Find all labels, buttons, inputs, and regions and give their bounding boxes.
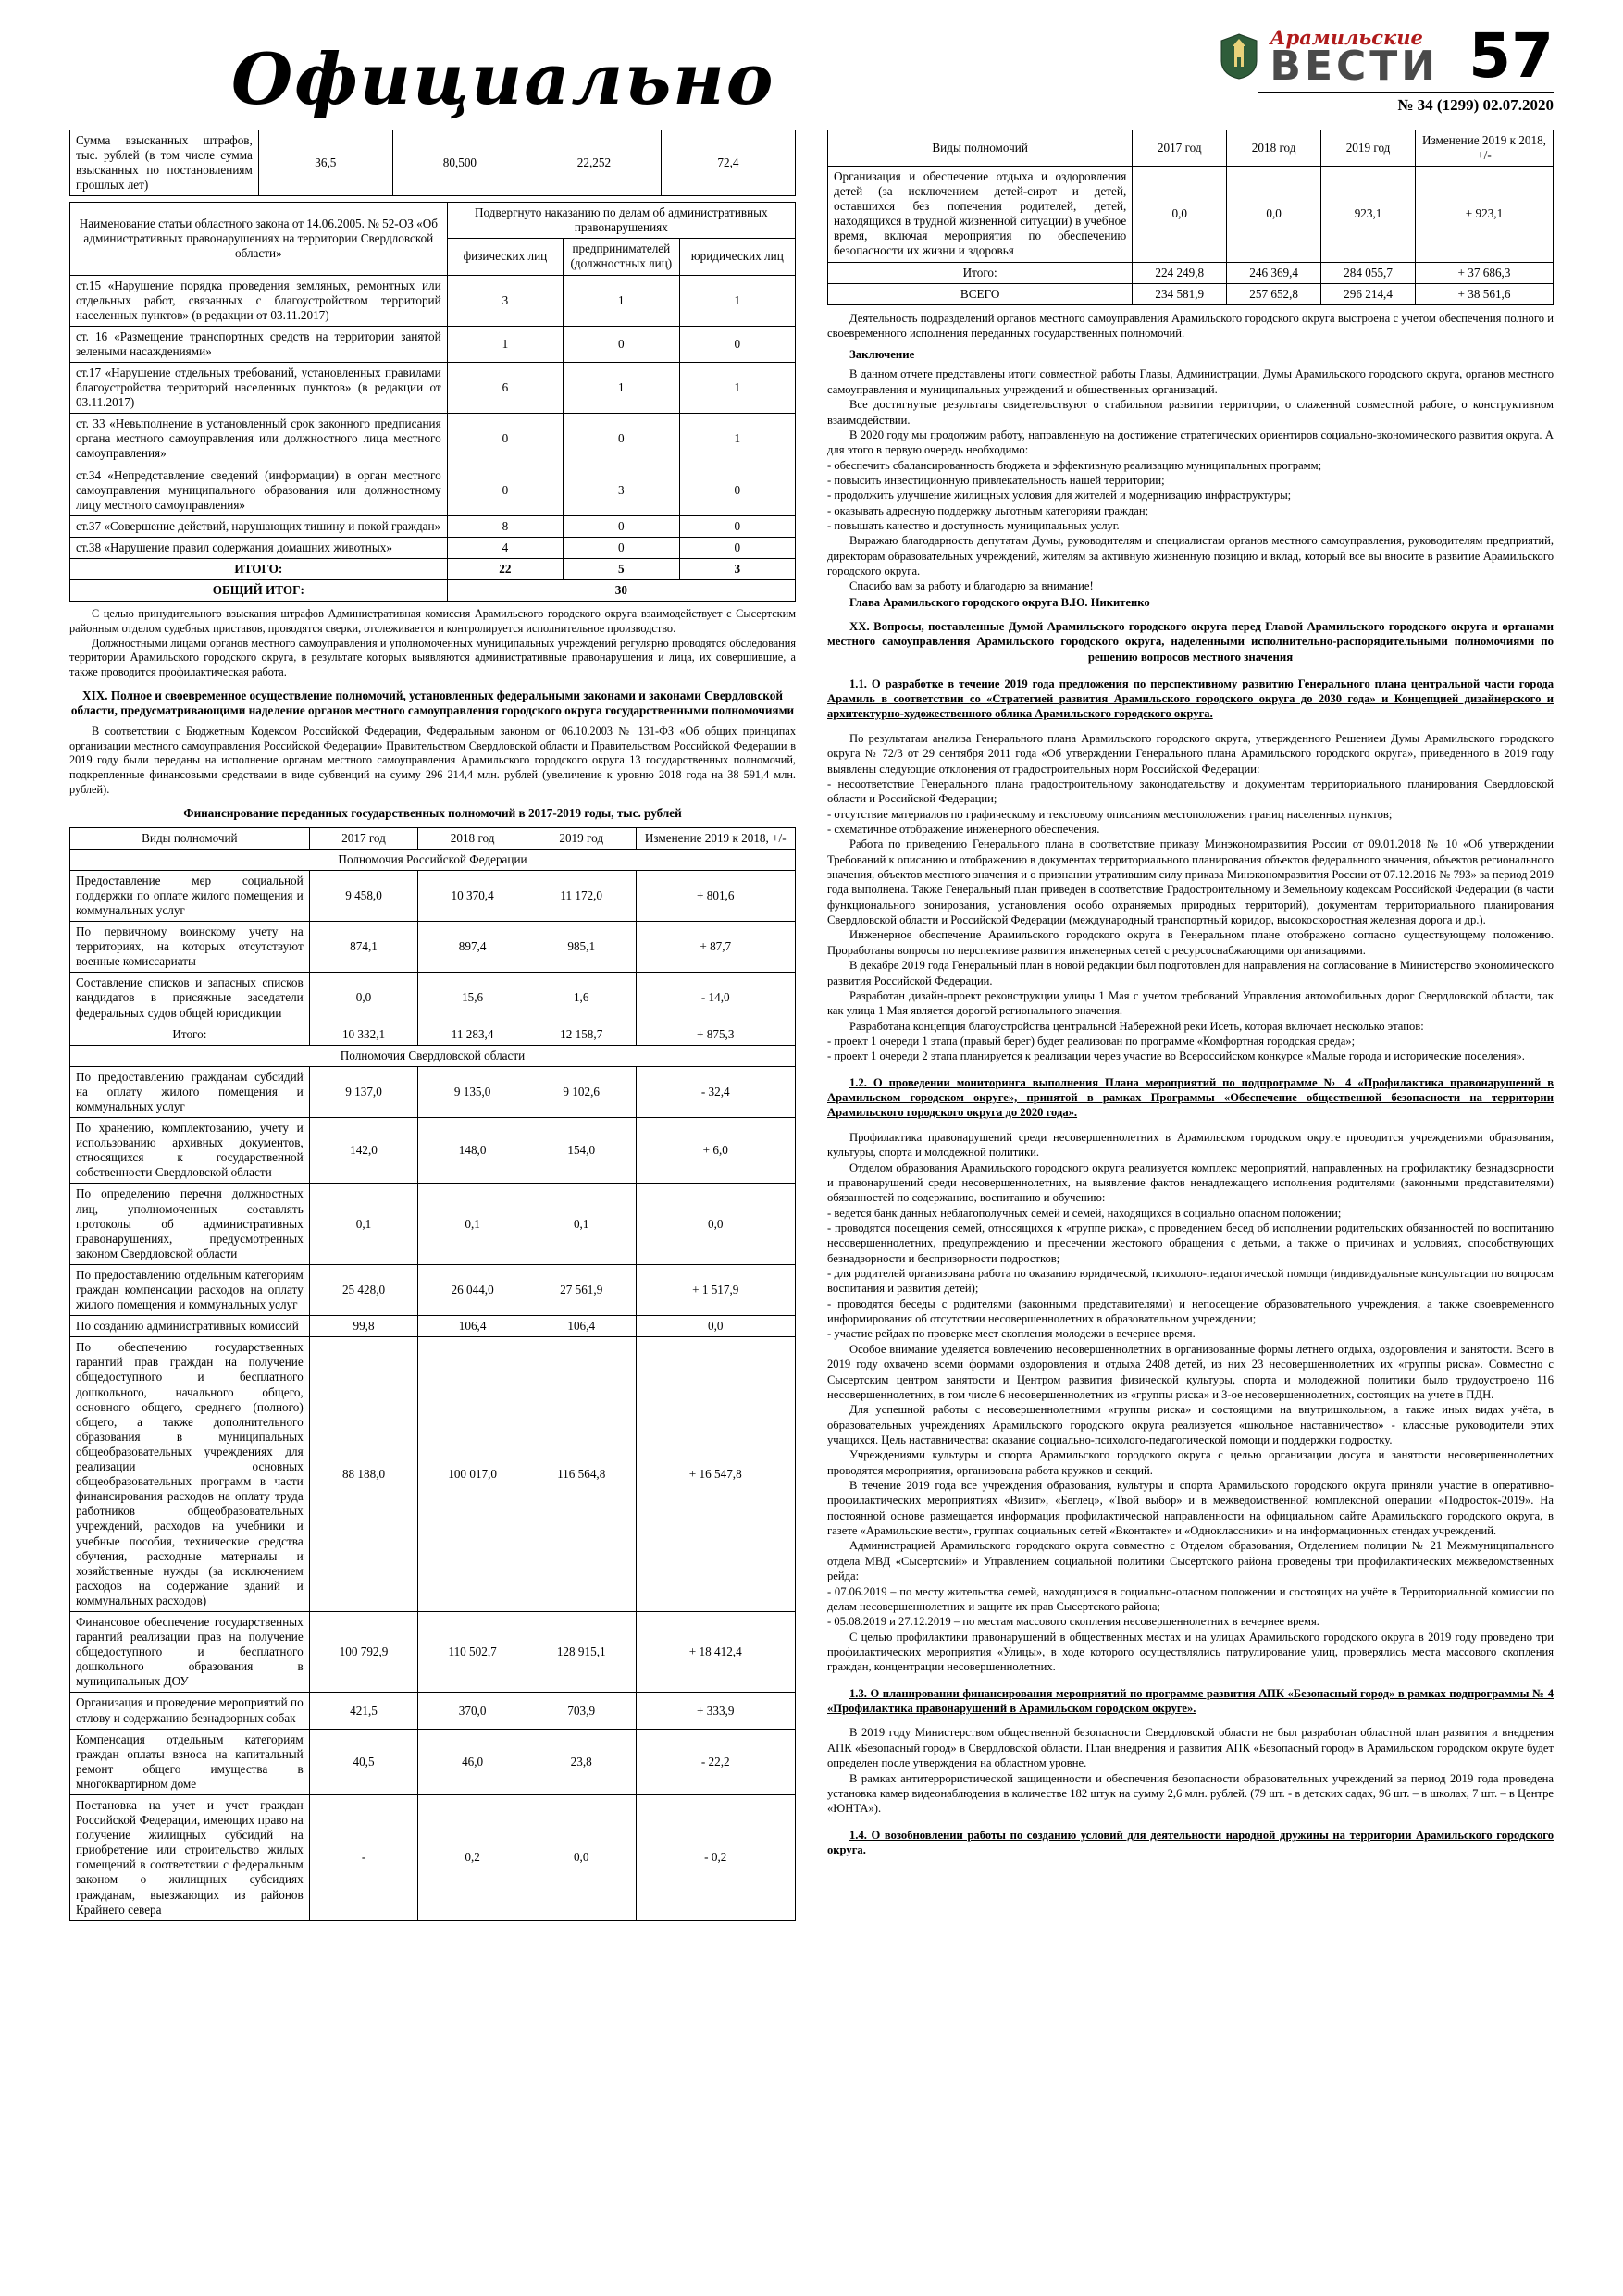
table-cell: 0,0	[636, 1316, 796, 1337]
table-cell: ст. 33 «Невыполнение в установленный срок законного предписания органа местного самоуправления или должностного лица местного самоуправления»	[70, 414, 448, 465]
table-cell: По определению перечня должностных лиц, уполномоченных составлять протоколы об административных правонарушениях, предусмотренных законом Свердловской области	[70, 1184, 310, 1264]
table-cell: 0	[679, 515, 795, 537]
table-row	[70, 515, 796, 537]
financing-table-title: Финансирование переданных государственных полномочий в 2017-2019 годы, тыс. рублей	[183, 805, 682, 820]
table-cell: Итого:	[828, 262, 1133, 283]
brand-name-line1: Арамильские	[1270, 26, 1423, 49]
table-cell: 0,0	[527, 1795, 636, 1921]
table-cell: 0,0	[636, 1184, 796, 1264]
conclusion-text	[827, 366, 1554, 593]
table-header-row	[70, 827, 796, 849]
paragraph: Администрацией Арамильского городского округа совместно с Отделом образования, Отделением полиции № 21 Межмуниципального отдела МВД «Сысертский» и Управлением социальной политики Сысертского района проведены три профилактических межведомственных рейда:	[827, 1539, 1554, 1583]
table-row	[828, 262, 1554, 283]
table-row	[70, 1264, 796, 1315]
paragraph: - отсутствие материалов по графическому и текстовому описаниям местоположения границ населенных пунктов;	[827, 807, 1393, 821]
paragraph: - схематичное отображение инженерного обеспечения.	[827, 822, 1100, 836]
table-cell: 0,0	[309, 973, 418, 1024]
table-row	[70, 465, 796, 515]
paragraph: Деятельность подразделений органов местного самоуправления Арамильского городского округа выстроена с учетом обеспечения полного и своевременного исполнения переданных государственных полномочий.	[827, 311, 1554, 341]
table-cell: 0,2	[418, 1795, 527, 1921]
after-table-text	[827, 311, 1554, 341]
masthead	[69, 20, 1554, 118]
table-row	[70, 1118, 796, 1184]
table-cell: 88 188,0	[309, 1337, 418, 1612]
brand-emblem-icon	[1220, 33, 1258, 80]
table-cell: 0,1	[418, 1184, 527, 1264]
table-header-cell: предпринимателей (должностных лиц)	[564, 239, 679, 275]
table-cell: Постановка на учет и учет граждан Российской Федерации, имеющих право на получение жилищных субсидий на приобретение или строительство жилых помещений в соответствии с федеральным законом о жилищных субсидиях гражданам, выезжающих из районов Крайнего севера	[70, 1795, 310, 1921]
conclusion-heading: Заключение	[849, 348, 915, 362]
paragraph: - несоответствие Генерального плана градостроительному законодательству и документам территориального планирования Свердловской области и Российской Федерации;	[827, 776, 1554, 806]
table-header-cell: 2019 год	[1321, 130, 1416, 166]
paragraph: По результатам анализа Генерального плана Арамильского городского округа, утвержденного Решением Думы Арамильского городского округа № 72/3 от 29 сентября 2011 года «Об утверждении Генерального плана Арамильского городского округа», приведенного в 2019 году выявлены следующие отклонения от градостроительных норм Российской Федерации:	[827, 731, 1554, 776]
table-cell: + 801,6	[636, 870, 796, 921]
paragraph: - проект 1 очереди 2 этапа планируется к реализации через участие во Всероссийском конкурсе «Малые города и исторические поселения».	[827, 1049, 1525, 1063]
table-cell: 9 102,6	[527, 1066, 636, 1117]
table-section-cell: Полномочия Свердловской области	[70, 1045, 796, 1066]
table-cell: 1	[447, 326, 563, 362]
signature-line: Глава Арамильского городского округа В.Ю. Никитенко	[849, 595, 1150, 609]
table-cell: 897,4	[418, 922, 527, 973]
table-cell: По обеспечению государственных гарантий прав граждан на получение общедоступного и бесплатного дошкольного, начального общего, основного общего, среднего (полного) общего, а также дополнительного образования в муниципальных общеобразовательных учреждениях для реализации основных общеобразовательных программ в части финансирования расходов на оплату труда работников общеобразовательных учреждений, расходов на учебники и учебные пособия, технические средства обучения, расходные материалы и хозяйственные нужды (за исключением расходов на содержание зданий и коммунальных расходов)	[70, 1337, 310, 1612]
fines-value-cell: 80,500	[392, 130, 527, 195]
masthead-brand-block	[1220, 20, 1554, 115]
table-cell: 9 137,0	[309, 1066, 418, 1117]
paragraph: Инженерное обеспечение Арамильского городского округа в Генеральном плане отображено согласно существующему положению. Проработаны вопросы по перспективе развития инженерных сетей с ресурсоснабжающими организациями.	[827, 928, 1554, 957]
paragraph: - для родителей организована работа по оказанию юридической, психолого-педагогической помощи (индивидуальные консультации по вопросам воспитания и развития детей);	[827, 1267, 1554, 1296]
table-cell: 10 370,4	[418, 870, 527, 921]
table-row	[70, 130, 796, 195]
table-cell: ст. 16 «Размещение транспортных средств на территории занятой зелеными насаждениями»	[70, 326, 448, 362]
brand-name	[1270, 26, 1440, 90]
table-header-cell: Виды полномочий	[828, 130, 1133, 166]
table-row	[70, 870, 796, 921]
fines-value-cell: 36,5	[258, 130, 392, 195]
table-row	[70, 275, 796, 326]
table-cell: 4	[447, 537, 563, 558]
paragraph: - проводятся посещения семей, относящихся к «группе риска», с проведением бесед об исполнении родительских обязанностей по воспитанию несовершеннолетних, предупреждению и пресечении жестокого обращения с детьми, а также о причинах и условиях, способствующих безнадзорности и беспризорности подростков;	[827, 1221, 1554, 1265]
table-row	[828, 166, 1554, 262]
table-header-row	[828, 130, 1554, 166]
paragraph: - ведется банк данных неблагополучных семей и семей, находящихся в социально опасном положении;	[827, 1206, 1342, 1220]
table-cell: Составление списков и запасных списков кандидатов в присяжные заседатели федеральных судов общей юрисдикции	[70, 973, 310, 1024]
table-cell: 128 915,1	[527, 1611, 636, 1692]
subsection-heading: 1.3. О планировании финансирования мероприятий по программе развития АПК «Безопасный город» в рамках подпрограммы № 4 «Профилактика правонарушений в Арамильском городском округе».	[827, 1686, 1554, 1716]
table-cell: 1	[564, 363, 679, 414]
table-cell: 99,8	[309, 1316, 418, 1337]
table-cell: 703,9	[527, 1693, 636, 1729]
paragraph: Учреждениями культуры и спорта Арамильского городского округа с целью организации досуга и занятости несовершеннолетних проводятся мероприятия, организована работа кружков и секций.	[827, 1448, 1554, 1477]
table-cell: 148,0	[418, 1118, 527, 1184]
table-grand-total-row: ОБЩИЙ ИТОГ: 30	[70, 580, 796, 602]
table-cell: 11 283,4	[418, 1024, 527, 1045]
table-header-cell: Изменение 2019 к 2018, +/-	[1416, 130, 1554, 166]
paragraph: В соответствии с Бюджетным Кодексом Российской Федерации, Федеральным законом от 06.10.2003 № 131-ФЗ «Об общих принципах организации местного самоуправления Российской Федерации» Правительством Свердловской области и Правительством Российской Федерации в 2019 году были переданы на исполнение органам местного самоуправления Арамильского городского округа 13 государственных полномочий, подкрепленные финансовыми средствами в виде субвенций на сумму 296 214,4 млн. рублей (увеличение к уровню 2018 года на 38 591,4 млн. рублей).	[69, 724, 796, 796]
table-cell: 11 172,0	[527, 870, 636, 921]
table-cell: 370,0	[418, 1693, 527, 1729]
paragraph: В течение 2019 года все учреждения образования, культуры и спорта Арамильского городского округа приняли участие в оперативно-профилактических мероприятиях «Визит», «Беглец», «Твой выбор» и в межведомственной комплексной операции «Подросток-2019». На постоянной основе размещается информация профилактической направленности на официальном сайте Арамильского городского округа, в газете «Арамильские вести», группах социальных сетей «Вконтакте» и «Одноклассники» и на информационных стендах учреждений.	[827, 1479, 1554, 1538]
table-cell: 154,0	[527, 1118, 636, 1184]
paragraph: В данном отчете представлены итоги совместной работы Главы, Администрации, Думы Арамильского городского округа, органов местного самоуправления и муниципальных учреждений и общественных организаций.	[827, 367, 1554, 396]
table-cell: 1	[564, 275, 679, 326]
table-header-cell: 2019 год	[527, 827, 636, 849]
left-column	[69, 130, 796, 1927]
paragraph: Профилактика правонарушений среди несовершеннолетних в Арамильском городском округе проводится учреждениями образования, культуры, спорта и молодежной политики.	[827, 1130, 1554, 1160]
table-cell: Организация и проведение мероприятий по отлову и содержанию безнадзорных собак	[70, 1693, 310, 1729]
table-cell: 0	[679, 465, 795, 515]
table-cell: - 32,4	[636, 1066, 796, 1117]
paragraph: - 05.08.2019 и 27.12.2019 – по местам массового скопления несовершеннолетних в вечернее время.	[827, 1615, 1319, 1629]
table-cell: 15,6	[418, 973, 527, 1024]
subsection-heading: 1.1. О разработке в течение 2019 года предложения по перспективному развитию Генерального плана центральной части города Арамиль в соответствии со «Стратегией развития Арамильского городского округа до 2030 года» и Концепцией дизайнерского и архитектурно-художественного облика Арамильского городского округа.	[827, 676, 1554, 721]
table-cell: По созданию административных комиссий	[70, 1316, 310, 1337]
table-cell: 106,4	[418, 1316, 527, 1337]
table-cell: 0	[564, 414, 679, 465]
table-row	[70, 414, 796, 465]
table-header-cell: Наименование статьи областного закона от 14.06.2005. № 52-ОЗ «Об административных правонарушениях на территории Свердловской области»	[70, 203, 448, 275]
table-cell: + 6,0	[636, 1118, 796, 1184]
table-cell: + 18 412,4	[636, 1611, 796, 1692]
table-cell: + 923,1	[1416, 166, 1554, 262]
table-row	[70, 1693, 796, 1729]
paragraph: - участие рейдах по проверке мест скопления молодежи в вечернее время.	[827, 1327, 1196, 1341]
table-row	[70, 537, 796, 558]
fines-label-cell: Сумма взысканных штрафов, тыс. рублей (в том числе сумма взысканных по постановлениям прошлых лет)	[70, 130, 259, 195]
table-cell: 46,0	[418, 1729, 527, 1794]
table-cell: 1	[679, 414, 795, 465]
table-row	[70, 1184, 796, 1264]
table-cell: 0	[564, 326, 679, 362]
table-cell: 25 428,0	[309, 1264, 418, 1315]
table-cell: 0	[679, 537, 795, 558]
table-row	[70, 1066, 796, 1117]
paragraph: С целью принудительного взыскания штрафов Административная комиссия Арамильского городского округа взаимодействует с Сысертским районным отделом судебных приставов, проводятся сверки, отслеживается и контролируется исполнительное производство.	[69, 607, 796, 635]
table-cell: ст.15 «Нарушение порядка проведения земляных, ремонтных или отдельных работ, связанных с благоустройством территорий населенных пунктов» (в редакции от 03.11.2017)	[70, 275, 448, 326]
paragraph: В рамках антитеррористической защищенности и обеспечения безопасности образовательных учреждений за период 2019 года проведена установка камер видеонаблюдения в количестве 182 штук на сумму 2,6 млн. рублей. (79 шт. - в детских садах, 96 шт. – в школах, 7 шт. – в Центре «ЮНТА»).	[827, 1771, 1554, 1816]
after-table-text	[69, 607, 796, 680]
paragraph: - оказывать адресную поддержку льготным категориям граждан;	[827, 503, 1149, 517]
table-cell: 3	[564, 465, 679, 515]
paragraph: Должностными лицами органов местного самоуправления и уполномоченных муниципальных учреждений регулярно проводятся обследования территории Арамильского городского округа, в результате которых выявляются административные правонарушения и лица, их совершившие, а также проводится профилактическая работа.	[69, 636, 796, 679]
table-cell: 6	[447, 363, 563, 414]
table-cell: 246 369,4	[1227, 262, 1321, 283]
subsection-text	[827, 1130, 1554, 1675]
table-cell: 10 332,1	[309, 1024, 418, 1045]
financing-table	[69, 827, 796, 1921]
table-cell: 0,1	[309, 1184, 418, 1264]
table-cell: Предоставление мер социальной поддержки по оплате жилого помещения и коммунальных услуг	[70, 870, 310, 921]
table-row	[70, 922, 796, 973]
subsection-text	[827, 1725, 1554, 1816]
table-cell: 100 792,9	[309, 1611, 418, 1692]
table-cell: 874,1	[309, 922, 418, 973]
table-cell: + 333,9	[636, 1693, 796, 1729]
table-cell: - 0,2	[636, 1795, 796, 1921]
table-total-row: ИТОГО: 22 5 3	[70, 559, 796, 580]
fines-value-cell: 22,252	[527, 130, 661, 195]
report-section-1-3	[827, 1686, 1554, 1817]
table-cell: 9 135,0	[418, 1066, 527, 1117]
table-cell: 116 564,8	[527, 1337, 636, 1612]
brand-name-line2: ВЕСТИ	[1270, 43, 1440, 90]
section-heading-xx: XX. Вопросы, поставленные Думой Арамильского городского округа перед Главой Арамильского городского округа и органами местного самоуправления Арамильского городского округа, наделенными исполнительно-распорядительными полномочиями по решению вопросов местного значения	[827, 619, 1554, 664]
table-cell: - 14,0	[636, 973, 796, 1024]
table-cell: 296 214,4	[1321, 283, 1416, 304]
table-row	[70, 1024, 796, 1045]
table-cell: + 875,3	[636, 1024, 796, 1045]
table-cell: 923,1	[1321, 166, 1416, 262]
section-heading-xix: XIX. Полное и своевременное осуществление полномочий, установленных федеральными законами и законами Свердловской области, предусматривающими наделение органов местного самоуправления городского округа государственными полномочиями	[70, 688, 795, 717]
table-cell: 0	[447, 414, 563, 465]
table-row	[70, 1611, 796, 1692]
table-cell: + 1 517,9	[636, 1264, 796, 1315]
table-row	[70, 326, 796, 362]
paragraph: Спасибо вам за работу и благодарю за внимание!	[849, 579, 1094, 593]
financing-table-continuation	[827, 130, 1554, 305]
table-row	[70, 363, 796, 414]
table-cell: 1,6	[527, 973, 636, 1024]
subsection-text	[827, 731, 1554, 1064]
page-number: 57	[1468, 20, 1554, 93]
table-row	[70, 849, 796, 870]
paragraph: Отделом образования Арамильского городского округа реализуется комплекс мероприятий, направленных на профилактику безнадзорности и правонарушений среди несовершеннолетних, на выявление фактов ненадлежащего исполнения родителями (законными представителями) обязанностей по содержанию, воспитанию и обучению:	[827, 1160, 1554, 1205]
table-cell: 100 017,0	[418, 1337, 527, 1612]
report-section-1-2	[827, 1075, 1554, 1675]
table-row	[70, 1316, 796, 1337]
table-cell: ст.17 «Нарушение отдельных требований, установленных правилами благоустройства территорий населенных пунктов» (в редакции от 03.11.2017)	[70, 363, 448, 414]
table-cell: 142,0	[309, 1118, 418, 1184]
issue-info: № 34 (1299) 02.07.2020	[1258, 92, 1554, 115]
table-cell: 1	[679, 275, 795, 326]
report-section-1-4	[827, 1828, 1554, 1858]
table-cell: 421,5	[309, 1693, 418, 1729]
paragraph: - обеспечить сбалансированность бюджета и эффективную реализацию муниципальных программ;	[827, 458, 1322, 472]
table-cell: 3	[447, 275, 563, 326]
table-header-cell: Виды полномочий	[70, 827, 310, 849]
table-cell: Организация и обеспечение отдыха и оздоровления детей (за исключением детей-сирот и детей, оставшихся без попечения родителей, детей, находящихся в трудной жизненной ситуации) в учебное время, включая мероприятия по обеспечению безопасности их жизни и здоровья	[828, 166, 1133, 262]
paragraph: Разработан дизайн-проект реконструкции улицы 1 Мая с учетом требований Управления автомобильных дорог Свердловской области, так как улица 1 Мая является дорогой регионального значения.	[827, 988, 1554, 1018]
subsection-heading: 1.2. О проведении мониторинга выполнения Плана мероприятий по подпрограмме № 4 «Профилактика правонарушений в Арамильском городском округе», принятой в рамках Программы «Обеспечение общественной безопасности на территории Арамильского городского округа до 2020 года».	[827, 1075, 1554, 1120]
paragraph: В декабре 2019 года Генеральный план в новой редакции был подготовлен для направления на согласование в Министерство экономического развития Российской Федерации.	[827, 959, 1554, 987]
paragraph: Разработана концепция благоустройства центральной Набережной реки Исеть, которая включает несколько этапов:	[849, 1019, 1424, 1033]
table-cell: 26 044,0	[418, 1264, 527, 1315]
paragraph: - повысить инвестиционную привлекательность нашей территории;	[827, 473, 1165, 487]
table-cell: 27 561,9	[527, 1264, 636, 1315]
table-cell: 0	[679, 326, 795, 362]
table-cell: 0	[564, 515, 679, 537]
table-cell: Компенсация отдельным категориям граждан оплаты взноса на капитальный ремонт общего имущества в многоквартирном доме	[70, 1729, 310, 1794]
table-header-cell: 2017 год	[309, 827, 418, 849]
table-cell: 0,0	[1133, 166, 1227, 262]
table-cell: 1	[679, 363, 795, 414]
paragraph: - проводятся беседы с родителями (законными представителями) и непосещение образовательного учреждения, а также своевременного информирования об отсутствии несовершеннолетних в образовательном учреждении;	[827, 1297, 1554, 1326]
table-cell: 257 652,8	[1227, 283, 1321, 304]
table-header-cell: Изменение 2019 к 2018, +/-	[636, 827, 796, 849]
paragraph: С целью профилактики правонарушений в общественных местах и на улицах Арамильского городского округа в 2019 году проведено три профилактических мероприятия «Улицы», в ходе которого осуществлялись патрулирование улиц, проверялись места массового скопления граждан, концентрации несовершеннолетних.	[827, 1630, 1554, 1674]
table-row	[70, 1795, 796, 1921]
table-row	[70, 1729, 796, 1794]
table-cell: - 22,2	[636, 1729, 796, 1794]
table-cell: По первичному воинскому учету на территориях, на которых отсутствуют военные комиссариаты	[70, 922, 310, 973]
table-header-cell: юридических лиц	[679, 239, 795, 275]
table-cell: 23,8	[527, 1729, 636, 1794]
table-cell: 40,5	[309, 1729, 418, 1794]
table-row	[70, 1045, 796, 1066]
paragraph: В 2020 году мы продолжим работу, направленную на достижение стратегических ориентиров социально-экономического развития округа. А для этого в первую очередь необходимо:	[827, 428, 1554, 457]
xix-text	[69, 725, 796, 798]
paragraph: - повышать качество и доступность муниципальных услуг.	[827, 519, 1120, 533]
table-header-cell: 2017 год	[1133, 130, 1227, 166]
paragraph: Все достигнутые результаты свидетельствуют о стабильном развитии территории, о слаженной совместной работе, о конструктивном взаимодействии.	[827, 398, 1554, 427]
table-cell: По предоставлению отдельным категориям граждан компенсации расходов на оплату жилого помещения и коммунальных услуг	[70, 1264, 310, 1315]
table-header-cell: 2018 год	[418, 827, 527, 849]
brand-row	[1220, 20, 1554, 93]
paragraph: Особое внимание уделяется вовлечению несовершеннолетних в организованные формы летнего отдыха, оздоровления и занятости. Всего в 2019 году охвачено всеми формами оздоровления и отдыха 2408 детей, из них 23 несовершеннолетних их «группы риска». Совместно с Сысертским центром занятости и Центром развития физической культуры, спорта и молодежной политики было трудоустроено 116 несовершеннолетних, в том числе 6 несовершеннолетних из «группы риска» и 3-ое несовершеннолетних, состоящих на учете в ПДН.	[827, 1342, 1554, 1401]
right-column	[827, 130, 1554, 1927]
report-section-1-1	[827, 676, 1554, 1064]
table-cell: 106,4	[527, 1316, 636, 1337]
page-section-title: Официально	[231, 37, 775, 120]
table-cell: 9 458,0	[309, 870, 418, 921]
paragraph: Выражаю благодарность депутатам Думы, руководителям и специалистам органов местного самоуправления, руководителям предприятий, директорам образовательных учреждений, жителям за активную жизненную позицию и вклад, который все вы вносите в развитие Арамильского городского округа.	[827, 534, 1554, 578]
table-row	[70, 1337, 796, 1612]
subsection-heading: 1.4. О возобновлении работы по созданию условий для деятельности народной дружины на территории Арамильского городского округа.	[827, 1828, 1554, 1856]
table-cell: 224 249,8	[1133, 262, 1227, 283]
table-header-cell: физических лиц	[447, 239, 563, 275]
table-section-cell: Полномочия Российской Федерации	[70, 849, 796, 870]
table-header-row	[70, 203, 796, 239]
paragraph: Для успешной работы с несовершеннолетними «группы риска» и состоящими на внутришкольном, а также иных видах учёта, в образовательных учреждениях Арамильского городского округа реализуется «школьное наставничество» - классные руководители этих учащихся. Цель наставничества: оказание социально-психолого-педагогической помощи и поддержки подростку.	[827, 1403, 1554, 1446]
table-row	[70, 973, 796, 1024]
fines-value-cell: 72,4	[661, 130, 795, 195]
table-cell: 284 055,7	[1321, 262, 1416, 283]
paragraph: - 07.06.2019 – по месту жительства семей, находящихся в социально-опасном положении и состоящих на учёте в Территориальной комиссии по делам несовершеннолетних и защите их прав Сысертского района;	[827, 1584, 1554, 1613]
table-cell: По предоставлению гражданам субсидий на оплату жилого помещения и коммунальных услуг	[70, 1066, 310, 1117]
table-cell: 0	[447, 465, 563, 515]
table-cell: + 38 561,6	[1416, 283, 1554, 304]
table-cell: + 87,7	[636, 922, 796, 973]
table-cell: 234 581,9	[1133, 283, 1227, 304]
table-cell: + 16 547,8	[636, 1337, 796, 1612]
table-cell: ВСЕГО	[828, 283, 1133, 304]
table-cell: -	[309, 1795, 418, 1921]
table-cell: ст.37 «Совершение действий, нарушающих тишину и покой граждан»	[70, 515, 448, 537]
table-cell: 12 158,7	[527, 1024, 636, 1045]
table-cell: 0,1	[527, 1184, 636, 1264]
table-row	[828, 283, 1554, 304]
table-cell: 8	[447, 515, 563, 537]
table-cell: 985,1	[527, 922, 636, 973]
table-cell: + 37 686,3	[1416, 262, 1554, 283]
table-header-cell: Подвергнуто наказанию по делам об административных правонарушениях	[447, 203, 795, 239]
table-header-cell: 2018 год	[1227, 130, 1321, 166]
table-cell: 0	[564, 537, 679, 558]
paragraph: - проект 1 очереди 1 этапа (правый берег) будет реализован по программе «Комфортная городская среда»;	[827, 1034, 1356, 1048]
table-cell: 0,0	[1227, 166, 1321, 262]
table-cell: Итого:	[70, 1024, 310, 1045]
violations-table	[69, 202, 796, 602]
paragraph: - продолжить улучшение жилищных условия для жителей и модернизацию инфраструктуры;	[827, 489, 1292, 503]
table-cell: ст.38 «Нарушение правил содержания домашних животных»	[70, 537, 448, 558]
table-cell: Финансовое обеспечение государственных гарантий реализации прав на получение общедоступного и бесплатного дошкольного образования в муниципальных ДОУ	[70, 1611, 310, 1692]
table-cell: По хранению, комплектованию, учету и использованию архивных документов, относящихся к государственной собственности Свердловской области	[70, 1118, 310, 1184]
paragraph: В 2019 году Министерством общественной безопасности Свердловской области не был разработан областной план развития и внедрения АПК «Безопасный город» в Свердловской области. План внедрения и развития АПК «Безопасный город» в Арамильском городском округе будет определен после утверждения на областном уровне.	[827, 1726, 1554, 1770]
content-columns	[69, 130, 1554, 1927]
fines-summary-table	[69, 130, 796, 196]
paragraph: Работа по приведению Генерального плана в соответствие приказу Минэкономразвития России от 09.01.2018 № 10 «Об утверждении Требований к описанию и отображению в документах территориального планирования объектов федерального значения, объектов регионального значения, объектов местного значения и о признании утратившим силу приказа Минэкономразвития России от 07.12.2016 № 793» за период 2019 года выполнена. Также Генеральный план приведен в соответствие Градостроительному и Земельному кодексам Российской Федерации (в части функционального зонирования, установления особо охраняемых природных территорий), документам территориального планирования Свердловской области и Российской Федерации (международный транспортный коридор, высокоскоростная железная дорога и др.).	[827, 838, 1554, 927]
table-cell: 110 502,7	[418, 1611, 527, 1692]
table-cell: ст.34 «Непредставление сведений (информации) в орган местного самоуправления муниципального образования или должностному лицу местного самоуправления»	[70, 465, 448, 515]
